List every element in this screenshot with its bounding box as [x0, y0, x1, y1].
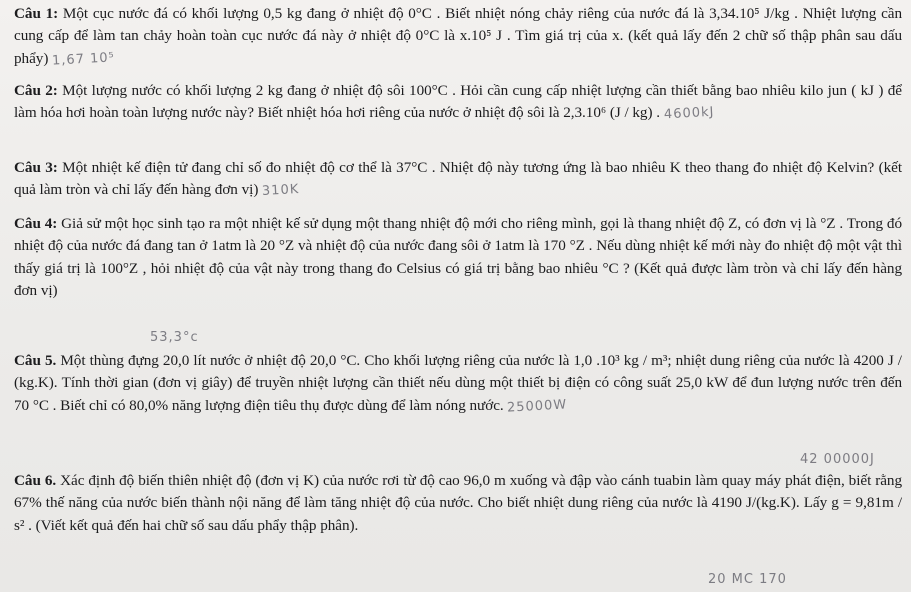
question-3-text: Một nhiệt kế điện tử đang chỉ số đo nhiệt độ cơ thể là 37°C . Nhiệt độ này tương ứng là bao nhiêu K theo thang đo nhiệt độ Kelvin? (kết quả làm tròn và chỉ lấy đến hàng đơn vị) [14, 159, 902, 199]
question-4 [14, 213, 902, 302]
question-5-handwritten-answer: 25000W [507, 397, 568, 416]
question-5-handwritten-answer-2: 42 00000J [800, 452, 875, 467]
question-2-handwritten-answer: 4600kJ [663, 104, 715, 123]
question-3 [14, 157, 902, 203]
question-1-text: Một cục nước đá có khối lượng 0,5 kg đang ở nhiệt độ 0°C . Biết nhiệt nóng chảy riêng của nước đá là 3,34.10⁵ J/kg . Nhiệt lượng cần cung cấp để làm tan chảy hoàn toàn cục nước đá này ở nhiệt độ 0°C là x.10⁵ J . Tìm giá trị của x. (kết quả lấy đến 2 chữ số thập phân sau dấu phẩy) [14, 5, 902, 67]
question-6-label: Câu 6. [14, 472, 57, 489]
question-6 [14, 470, 902, 537]
question-6-text: Xác định độ biến thiên nhiệt độ (đơn vị K) của nước rơi từ độ cao 96,0 m xuống và đập vào cánh tuabin làm quay máy phát điện, biết rằng 67% thế năng của nước biến thành nội năng để làm tăng nhiệt độ của nước. Cho biết nhiệt dung riêng của nước là 4190 J/(kg.K). Lấy g = 9,81m / s² . (Viết kết quả đến hai chữ số sau dấu phẩy thập phân). [14, 472, 902, 534]
question-1-label: Câu 1: [14, 5, 59, 22]
question-5 [14, 350, 902, 418]
question-5-label: Câu 5. [14, 352, 57, 369]
question-5-text: Một thùng đựng 20,0 lít nước ở nhiệt độ 20,0 °C. Cho khối lượng riêng của nước là 1,0 .10³ kg / m³; nhiệt dung riêng của nước là 4200 J / (kg.K). Tính thời gian (đơn vị giây) để truyền nhiệt lượng cần thiết nếu dùng một thiết bị điện có công suất 25,0 kW để đun lượng nước trên đến 70 °C . Biết chỉ có 80,0% năng lượng điện tiêu thụ được dùng để làm nóng nước. [14, 352, 902, 414]
question-6-handwritten-answer: 20 MC 170 [708, 572, 787, 587]
question-2-text: Một lượng nước có khối lượng 2 kg đang ở nhiệt độ sôi 100°C . Hỏi cần cung cấp nhiệt lượng cần thiết bằng bao nhiêu kilo jun ( kJ ) để làm hóa hơi hoàn toàn lượng nước này? Biết nhiệt hóa hơi riêng của nước ở nhiệt độ sôi là 2,3.10⁶ (J / kg) . [14, 82, 902, 122]
question-3-handwritten-answer: 310K [261, 182, 300, 200]
question-1-handwritten-answer: 1,67 10⁵ [51, 49, 116, 69]
question-4-handwritten-answer: 53,3°c [150, 330, 199, 345]
question-1 [14, 3, 902, 71]
question-4-label: Câu 4: [14, 215, 58, 232]
question-2 [14, 80, 902, 126]
question-4-text: Giả sử một học sinh tạo ra một nhiệt kế sử dụng một thang nhiệt độ mới cho riêng mình, gọi là thang nhiệt độ Z, có đơn vị là °Z . Trong đó nhiệt độ của nước đá đang tan ở 1atm là 20 °Z và nhiệt độ của nước đang sôi ở 1atm là 170 °Z . Nếu dùng nhiệt kế mới này đo nhiệt độ một vật thì thấy giá trị là 100°Z , hỏi nhiệt độ của vật này trong thang đo Celsius có giá trị bằng bao nhiêu °C ? (Kết quả được làm tròn và chỉ lấy đến hàng đơn vị) [14, 215, 902, 299]
question-2-label: Câu 2: [14, 82, 58, 99]
question-3-label: Câu 3: [14, 159, 58, 176]
